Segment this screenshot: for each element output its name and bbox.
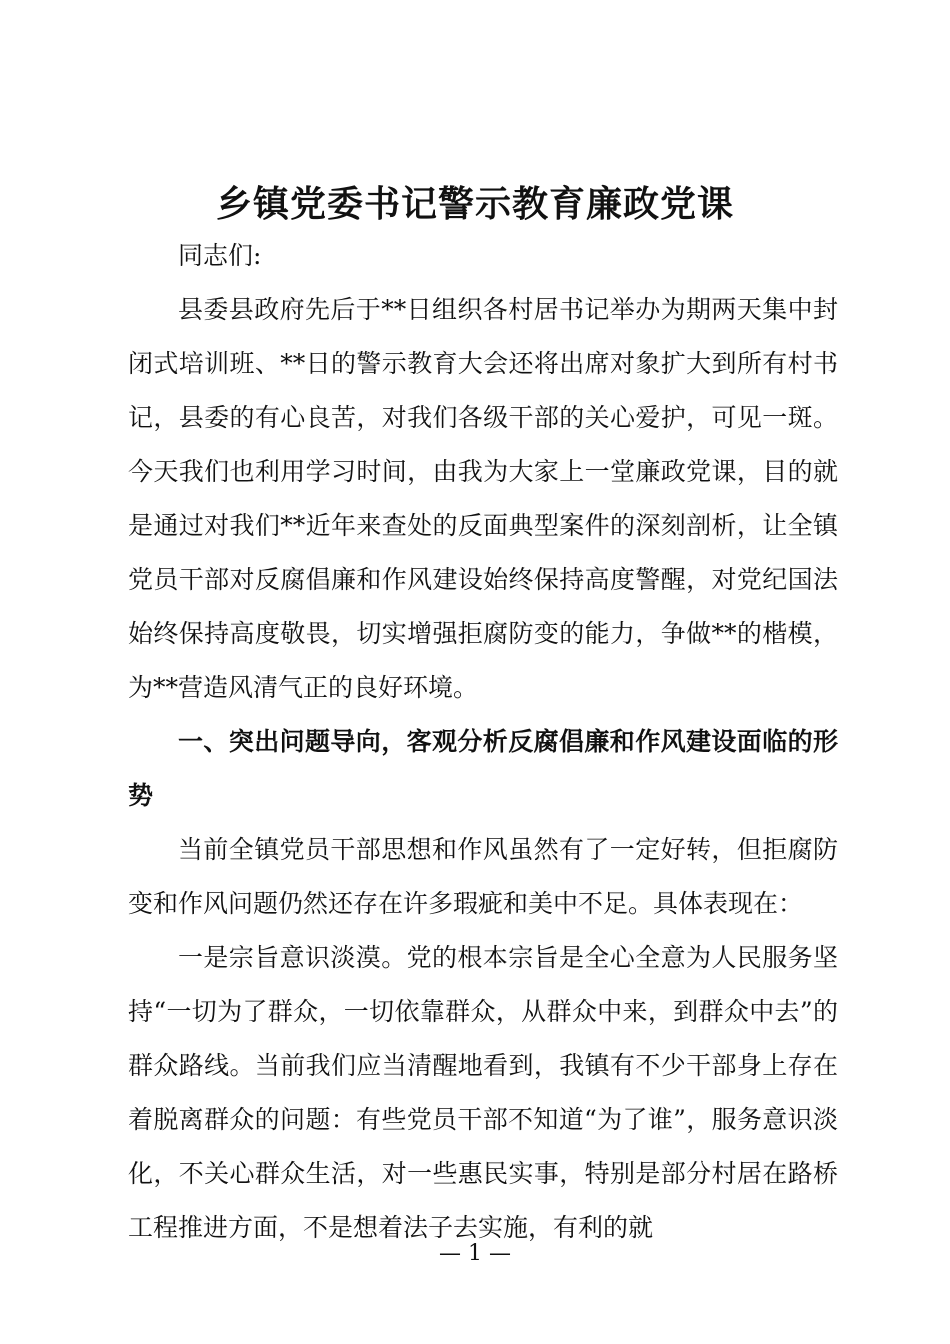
section-heading: 一、突出问题导向，客观分析反腐倡廉和作风建设面临的形势 <box>128 727 838 810</box>
paragraph-situation: 当前全镇党员干部思想和作风虽然有了一定好转，但拒腐防变和作风问题仍然还存在许多瑕疵和美中不足。具体表现在： <box>128 835 838 918</box>
document-title: 乡镇党委书记警示教育廉政党课 <box>215 183 734 225</box>
document-body <box>128 229 838 1255</box>
paragraph-intro: 县委县政府先后于**日组织各村居书记举办为期两天集中封闭式培训班、**日的警示教育大会还将出席对象扩大到所有村书记，县委的有心良苦，对我们各级干部的关心爱护，可见一斑。今天我们也利用学习时间，由我为大家上一堂廉政党课，目的就是通过对我们**近年来查处的反面典型案件的深刻剖析，让全镇党员干部对反腐倡廉和作风建设始终保持高度警醒，对党纪国法始终保持高度敬畏，切实增强拒腐防变的能力，争做**的楷模，为**营造风清气正的良好环境。 <box>128 295 838 702</box>
paragraph-point-one: 一是宗旨意识淡漠。党的根本宗旨是全心全意为人民服务坚持“一切为了群众，一切依靠群众，从群众中来，到群众中去”的群众路线。当前我们应当清醒地看到，我镇有不少干部身上存在着脱离群众的问题：有些党员干部不知道“为了谁”，服务意识淡化，不关心群众生活，对一些惠民实事，特别是部分村居在路桥工程推进方面，不是想着法子去实施，有利的就 <box>128 943 838 1242</box>
page-number: — 1 — <box>439 1241 511 1266</box>
salutation: 同志们: <box>178 241 262 270</box>
